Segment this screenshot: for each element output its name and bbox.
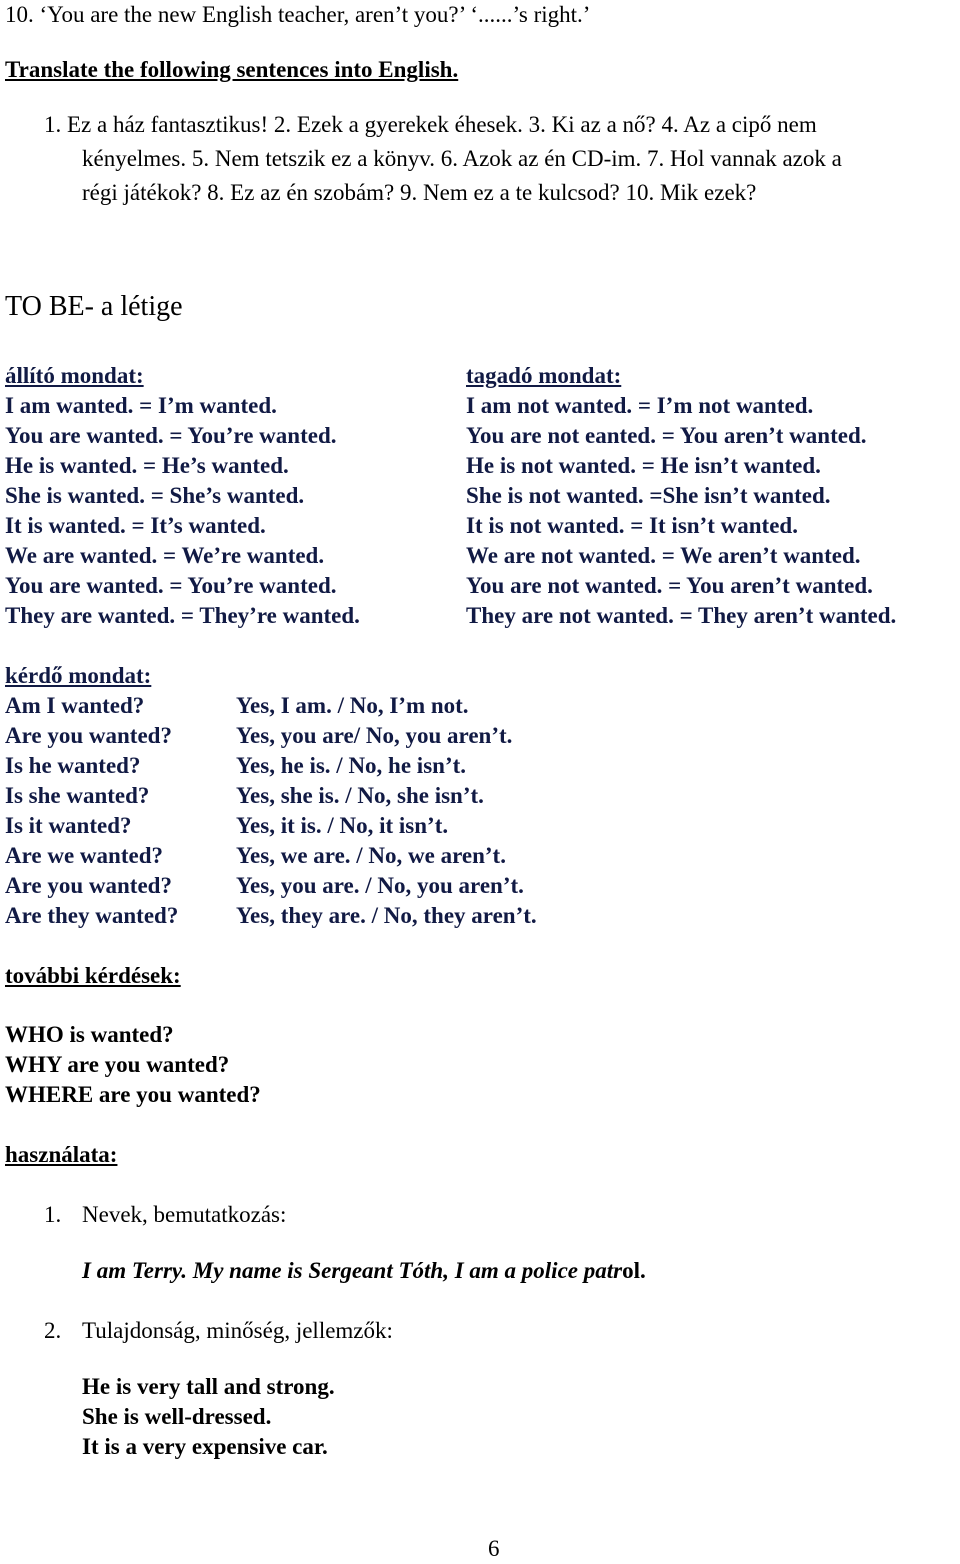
question-line: Is she wanted? [5,783,150,808]
usage-example-line: She is well-dressed. [82,1404,272,1429]
question-line: Is it wanted? [5,813,132,838]
answer-line: Yes, she is. / No, she isn’t. [236,783,484,808]
question-line: Are we wanted? [5,843,163,868]
usage-item-1-number: 1. [44,1202,62,1227]
answer-line: Yes, he is. / No, he isn’t. [236,753,467,778]
affirmative-line: We are wanted. = We’re wanted. [5,543,325,568]
question-label: kérdő mondat: [5,663,152,688]
usage-example-line: He is very tall and strong. [82,1374,335,1399]
usage-item-1-example-italic: I am Terry. My name is Sergeant Tóth, I am a police patr [82,1258,623,1283]
negative-label: tagadó mondat: [466,363,622,388]
negative-line: They are not wanted. = They aren’t wanted. [466,603,897,628]
question-line: Are you wanted? [5,873,172,898]
negative-line: He is not wanted. = He isn’t wanted. [466,453,821,478]
negative-line: She is not wanted. =She isn’t wanted. [466,483,831,508]
translate-line-2: kényelmes. 5. Nem tetszik ez a könyv. 6. Azok az én CD-im. 7. Hol vannak azok a [82,146,842,171]
translate-heading: Translate the following sentences into English. [5,57,459,82]
negative-line: We are not wanted. = We aren’t wanted. [466,543,861,568]
answer-line: Yes, I am. / No, I’m not. [236,693,469,718]
affirmative-line: It is wanted. = It’s wanted. [5,513,266,538]
answer-line: Yes, they are. / No, they aren’t. [236,903,537,928]
further-label: további kérdések: [5,963,181,988]
translate-line-3: régi játékok? 8. Ez az én szobám? 9. Nem ez a te kulcsod? 10. Mik ezek? [82,180,757,205]
page-number: 6 [488,1536,500,1561]
question-column [5,661,178,931]
exercise-10-line: 10. ‘You are the new English teacher, aren’t you?’ ‘......’s right.’ [5,2,591,27]
usage-item-2-title: Tulajdonság, minőség, jellemzők: [82,1318,393,1343]
affirmative-line: You are wanted. = You’re wanted. [5,573,337,598]
usage-item-1-example [82,1256,646,1286]
negative-line: It is not wanted. = It isn’t wanted. [466,513,798,538]
question-line: Are they wanted? [5,903,179,928]
affirmative-line: They are wanted. = They’re wanted. [5,603,360,628]
usage-item-2-number: 2. [44,1318,62,1343]
section-title: TO BE- a létige [5,291,183,322]
affirmative-line: You are wanted. = You’re wanted. [5,423,337,448]
negative-line: You are not eanted. = You aren’t wanted. [466,423,867,448]
further-column [5,1020,261,1110]
negative-column [466,361,896,631]
usage-example-line: It is a very expensive car. [82,1434,328,1459]
answer-column [236,691,537,931]
usage-label: használata: [5,1142,118,1167]
usage-item-2-examples [82,1372,335,1462]
answer-line: Yes, you are/ No, you aren’t. [236,723,513,748]
usage-item-1-title: Nevek, bemutatkozás: [82,1202,287,1227]
affirmative-column [5,361,360,631]
further-line: WHY are you wanted? [5,1052,230,1077]
question-line: Am I wanted? [5,693,145,718]
negative-line: You are not wanted. = You aren’t wanted. [466,573,873,598]
question-line: Is he wanted? [5,753,141,778]
affirmative-line: I am wanted. = I’m wanted. [5,393,277,418]
translate-line-1: 1. Ez a ház fantasztikus! 2. Ezek a gyerekek éhesek. 3. Ki az a nő? 4. Az a cipő nem [44,112,817,137]
affirmative-label: állító mondat: [5,363,144,388]
answer-line: Yes, it is. / No, it isn’t. [236,813,449,838]
answer-line: Yes, we are. / No, we aren’t. [236,843,506,868]
usage-item-1-example-tail: ol. [622,1258,646,1283]
affirmative-line: He is wanted. = He’s wanted. [5,453,289,478]
further-line: WHO is wanted? [5,1022,174,1047]
negative-line: I am not wanted. = I’m not wanted. [466,393,814,418]
affirmative-line: She is wanted. = She’s wanted. [5,483,305,508]
further-line: WHERE are you wanted? [5,1082,261,1107]
question-line: Are you wanted? [5,723,172,748]
answer-line: Yes, you are. / No, you aren’t. [236,873,524,898]
